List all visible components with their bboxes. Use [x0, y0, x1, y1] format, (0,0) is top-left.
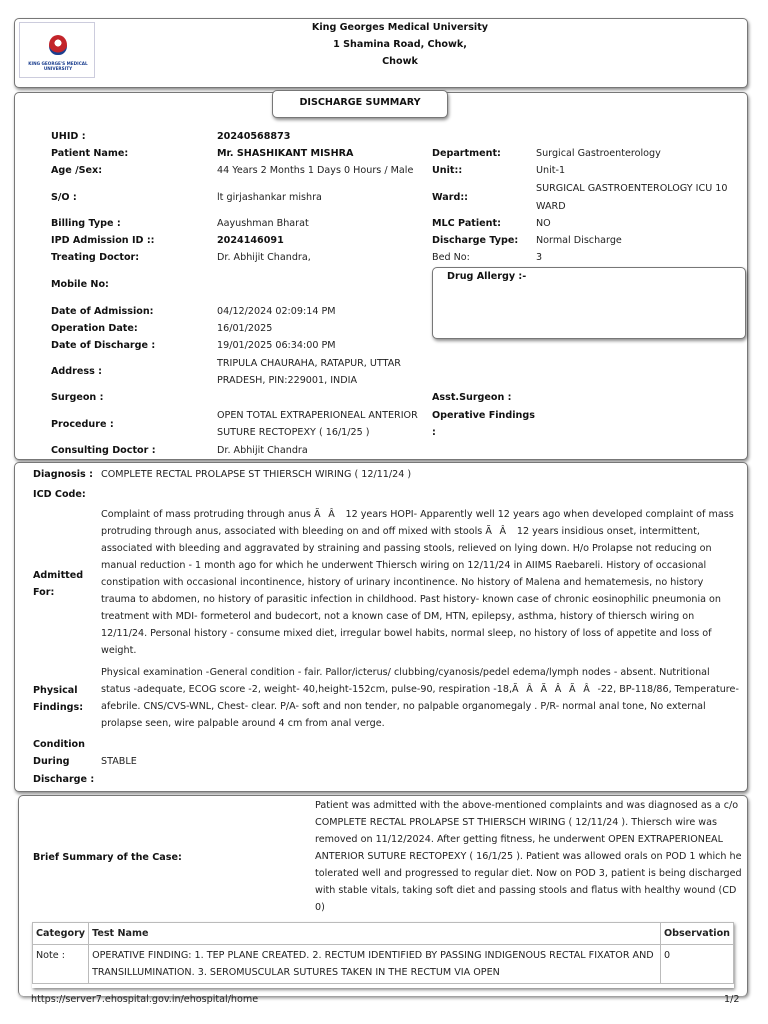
bed-value: 3: [536, 252, 543, 263]
admission-date-label: Date of Admission:: [51, 306, 154, 317]
condition-label-line3: Discharge :: [33, 774, 95, 785]
physical-findings-label-line1: Physical: [33, 685, 78, 696]
patient-name-value: Mr. SHASHIKANT MISHRA: [217, 148, 354, 159]
consulting-doctor-label: Consulting Doctor :: [51, 445, 156, 456]
hospital-name: King Georges Medical University: [311, 22, 489, 33]
surgeon-label: Surgeon :: [51, 392, 104, 403]
ipd-admission-value: 2024146091: [217, 235, 284, 246]
treating-doctor-value: Dr. Abhijit Chandra,: [217, 252, 311, 263]
condition-label-line2: During: [33, 756, 70, 767]
ward-label: Ward::: [432, 192, 468, 203]
consulting-doctor-value: Dr. Abhijit Chandra: [217, 445, 308, 456]
procedure-label: Procedure :: [51, 419, 114, 430]
footer-page-number: 1/2: [724, 994, 740, 1005]
uhid-label: UHID :: [51, 131, 86, 142]
hospital-address-line1: 1 Shamina Road, Chowk,: [333, 39, 467, 50]
admitted-for-text: Complaint of mass protruding through anus ÃÂ 12 years HOPI- Apparently well 12 years ago when developed complaint of mass protruding through anus, associated with bleeding on and off mixed with stools ÃÂ 12 years insidious onset, intermittent, associated with bleeding and aggravated by straining and passing stools, relieved on lying down. H/o Prolapse not reducing on manual reduction - 1 month ago for which he underwent Thiersch wiring on 12/11/24 in AIIMS Raebareli. History of occasional constipation with occasional incontinence, history of urinary incontinence. No history of Malena and hematemesis, no history trauma to abdomen, no history of parasitic infection in childhood. Past history- known case of chronic eosinophilic pneumonia on treatment with MDI- formeterol and budecort, not a known case of DM, HTN, epilepsy, asthma, history of thiersch wiring on 12/11/24. Personal history - consume mixed diet, irregular bowel habits, normal sleep, no history of loss of appetite and loss of weight.: [101, 509, 734, 656]
observation-table: [32, 922, 734, 984]
department-label: Department:: [432, 148, 501, 159]
physical-findings-text: Physical examination -General condition - fair. Pallor/icterus/ clubbing/cyanosis/pedel edema/lymph nodes - absent. Nutritional status -adequate, ECOG score -2, weight- 40,height-152cm, pulse-90, respiration -18,ÃÂÃÂÃÂ-22, BP-118/86, Temperature- afebrile. CNS/CVS-WNL, Chest- clear. P/A- soft and non tender, no palpable organomegaly . P/R- normal anal tone, No external prolapse seen, wire palpable around 4 cm from anal verge.: [101, 667, 739, 729]
unit-value: Unit-1: [536, 165, 566, 176]
ward-value-line2: WARD: [536, 201, 566, 212]
observation-table-wrapper: [32, 922, 734, 988]
cell-observation: 0: [661, 945, 734, 984]
address-value-line2: PRADESH, PIN:229001, INDIA: [217, 375, 358, 386]
unit-label: Unit::: [432, 165, 463, 176]
cell-category: Note :: [33, 945, 89, 984]
treating-doctor-label: Treating Doctor:: [51, 252, 140, 263]
column-header-test-name: Test Name: [89, 923, 661, 945]
admission-date-value: 04/12/2024 02:09:14 PM: [217, 306, 336, 317]
so-label: S/O :: [51, 192, 77, 203]
discharge-date-value: 19/01/2025 06:34:00 PM: [217, 340, 336, 351]
bed-label: Bed No:: [432, 252, 470, 263]
discharge-date-label: Date of Discharge :: [51, 340, 156, 351]
admitted-for-label-line1: Admitted: [33, 570, 84, 581]
logo-text-line2: UNIVERSITY: [43, 66, 73, 71]
address-value-line1: TRIPULA CHAURAHA, RATAPUR, UTTAR: [217, 358, 401, 369]
billing-type-value: Aayushman Bharat: [217, 218, 309, 229]
drug-allergy-box: [432, 267, 746, 339]
logo-text-line1: KING GEORGE'S MEDICAL: [28, 61, 88, 66]
patient-name-label: Patient Name:: [51, 148, 129, 159]
column-header-observation: Observation: [661, 923, 734, 945]
mlc-value: NO: [536, 218, 551, 229]
condition-label-line1: Condition: [33, 739, 85, 750]
table-row: [33, 945, 734, 984]
operation-date-value: 16/01/2025: [217, 323, 273, 334]
billing-type-label: Billing Type :: [51, 218, 121, 229]
diagnosis-label: Diagnosis :: [33, 469, 93, 480]
age-sex-value: 44 Years 2 Months 1 Days 0 Hours / Male: [217, 165, 414, 176]
drug-allergy-label: Drug Allergy :-: [447, 271, 527, 282]
hospital-address-line2: Chowk: [382, 56, 418, 67]
icd-code-label: ICD Code:: [33, 489, 86, 500]
column-header-category: Category: [33, 923, 89, 945]
age-sex-label: Age /Sex:: [51, 165, 103, 176]
university-logo: [19, 22, 95, 78]
discharge-type-label: Discharge Type:: [432, 235, 519, 246]
brief-summary-label: Brief Summary of the Case:: [33, 852, 182, 863]
department-value: Surgical Gastroenterology: [536, 148, 661, 159]
discharge-summary-title-box: [272, 90, 448, 118]
diagnosis-value: COMPLETE RECTAL PROLAPSE ST THIERSCH WIRING ( 12/11/24 ): [101, 469, 412, 480]
so-value: lt girjashankar mishra: [217, 192, 322, 203]
header-box: [14, 18, 748, 88]
mlc-label: MLC Patient:: [432, 218, 501, 229]
asst-surgeon-label: Asst.Surgeon :: [432, 392, 512, 403]
mobile-label: Mobile No:: [51, 279, 109, 290]
ipd-admission-label: IPD Admission ID ::: [51, 235, 155, 246]
operation-date-label: Operation Date:: [51, 323, 138, 334]
condition-value: STABLE: [101, 756, 137, 767]
cell-test-name: OPERATIVE FINDING: 1. TEP PLANE CREATED. 2. RECTUM IDENTIFIED BY PASSING INDIGENOUS RECTAL FIXATOR AND TRANSILLUMINATION. 3. SEROMUSCULAR SUTURES TAKEN IN THE RECTUM VIA OPEN: [89, 945, 661, 984]
seal-icon: [49, 35, 67, 55]
address-label: Address :: [51, 366, 102, 377]
operative-findings-label-line1: Operative Findings: [432, 410, 535, 421]
brief-summary-text: Patient was admitted with the above-mentioned complaints and was diagnosed as a c/o COMPLETE RECTAL PROLAPSE ST THIERSCH WIRING ( 12/11/24 ). Thiersch wire was removed on 11/12/2024. After getting fitness, he underwent OPEN EXTRAPERIONEAL ANTERIOR SUTURE RECTOPEXY ( 16/1/25 ). Patient was allowed orals on POD 1 which he tolerated well and progressed to regular diet. Now on POD 3, patient is being discharged with stable vitals, taking soft diet and passing stools and flatus with healthy wound (CD 0): [315, 800, 742, 913]
physical-findings-label-line2: Findings:: [33, 702, 84, 713]
footer-url: https://server7.ehospital.gov.in/ehospital/home: [31, 994, 259, 1005]
procedure-value-line2: SUTURE RECTOPEXY ( 16/1/25 ): [217, 427, 370, 438]
table-header-row: [33, 923, 734, 945]
operative-findings-label-line2: :: [432, 427, 436, 438]
procedure-value-line1: OPEN TOTAL EXTRAPERIONEAL ANTERIOR: [217, 410, 418, 421]
admitted-for-label-line2: For:: [33, 587, 55, 598]
discharge-type-value: Normal Discharge: [536, 235, 622, 246]
uhid-value: 20240568873: [217, 131, 291, 142]
ward-value-line1: SURGICAL GASTROENTEROLOGY ICU 10: [536, 183, 728, 194]
discharge-summary-title: DISCHARGE SUMMARY: [299, 97, 421, 108]
